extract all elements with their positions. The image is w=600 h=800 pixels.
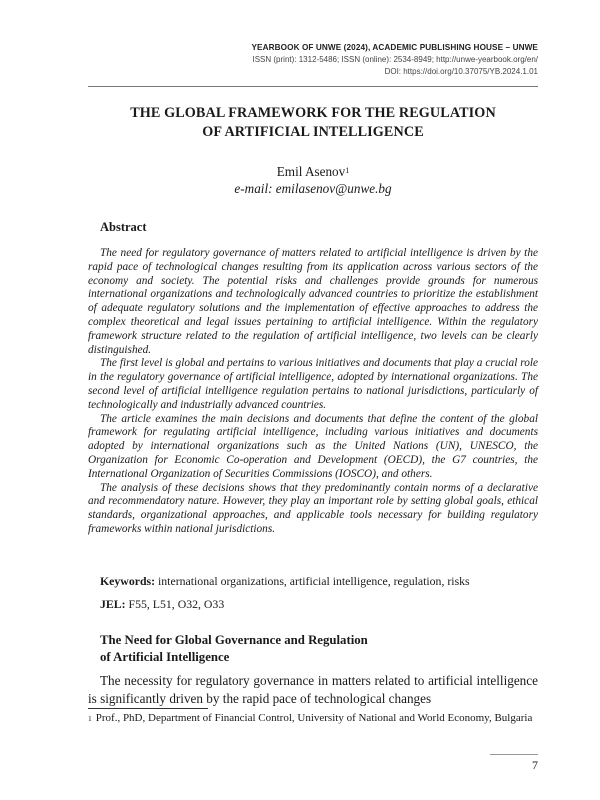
author-footnote-mark: 1 [345, 166, 350, 175]
author-email: e-mail: emilasenov@unwe.bg [234, 181, 392, 196]
footnote-divider [88, 708, 208, 709]
page-number-divider [490, 754, 538, 755]
abstract-body [88, 247, 538, 537]
author-name: Emil Asenov [276, 164, 346, 179]
abstract-paragraph-4: The analysis of these decisions shows that they predominantly contain norms of a declarative and recommendatory nature. However, they play an important role by setting global goals, ethical standards, organizational approaches, and applicable tools necessary for building regulatory frameworks within national jurisdictions. [88, 481, 538, 535]
jel-value: F55, L51, O32, O33 [128, 597, 225, 611]
author-line [88, 163, 538, 181]
abstract-heading: Abstract [100, 220, 147, 234]
paper-title-line-1: THE GLOBAL FRAMEWORK FOR THE REGULATION [130, 105, 496, 121]
abstract-paragraph-1: The need for regulatory governance of matters related to artificial intelligence is driven by the rapid pace of technological changes resulting from its application across various sectors of the economy and society. The potential risks and challenges provide grounds for numerous international organizations and technologically advanced countries to prioritize the establishment of adequate regulatory solutions and the implementation of effective approaches to address the complex theoretical and legal issues pertaining to artificial intelligence. Within the regulatory framework structure related to the regulation of artificial intelligence, two levels can be clearly distinguished. [88, 247, 538, 356]
paper-title [88, 104, 538, 142]
footnote-text: Prof., PhD, Department of Financial Control, University of National and World Economy, Bulgaria [95, 712, 533, 724]
body-paragraph: The necessity for regulatory governance in matters related to artificial intelligence is significantly driven by the rapid pace of technological changes [88, 673, 538, 706]
footnote [88, 712, 538, 726]
section-heading-line-1: The Need for Global Governance and Regulation [100, 633, 368, 647]
footnote-mark: 1 [88, 714, 92, 723]
section-heading [100, 632, 368, 666]
keywords-label: Keywords: [100, 574, 156, 588]
body-text [88, 672, 538, 708]
section-heading-line-2: of Artificial Intelligence [100, 650, 230, 664]
running-header [78, 42, 538, 78]
abstract-paragraph-2: The first level is global and pertains to various initiatives and documents that play a crucial role in the regulatory governance of artificial intelligence, adopted by international organizations. The second level of artificial intelligence regulation pertains to national jurisdictions, particularly of technologically and industrially advanced countries. [88, 357, 538, 411]
keywords-value: international organizations, artificial intelligence, regulation, risks [158, 574, 470, 588]
journal-title: YEARBOOK OF UNWE (2024), ACADEMIC PUBLISHING HOUSE – UNWE [251, 43, 538, 52]
paper-title-line-2: OF ARTIFICIAL INTELLIGENCE [202, 124, 424, 140]
page-number: 7 [532, 758, 538, 772]
keywords-line [100, 574, 538, 589]
jel-label: JEL: [100, 597, 126, 611]
abstract-paragraph-3: The article examines the main decisions and documents that define the content of the global framework for regulating artificial intelligence, including various initiatives and documents adopted by international organizations such as the United Nations (UN), UNESCO, the Organization for Economic Co-operation and Development (OECD), the G7 countries, the International Organization of Securities Commissions (IOSCO), and others. [88, 412, 538, 480]
jel-line [100, 597, 538, 612]
issn-line: ISSN (print): 1312-5486; ISSN (online): 2534-8949; http://unwe-yearbook.org/en/ [252, 55, 538, 64]
header-divider [88, 86, 538, 87]
doi-line: DOI: https://doi.org/10.37075/YB.2024.1.01 [384, 67, 538, 76]
